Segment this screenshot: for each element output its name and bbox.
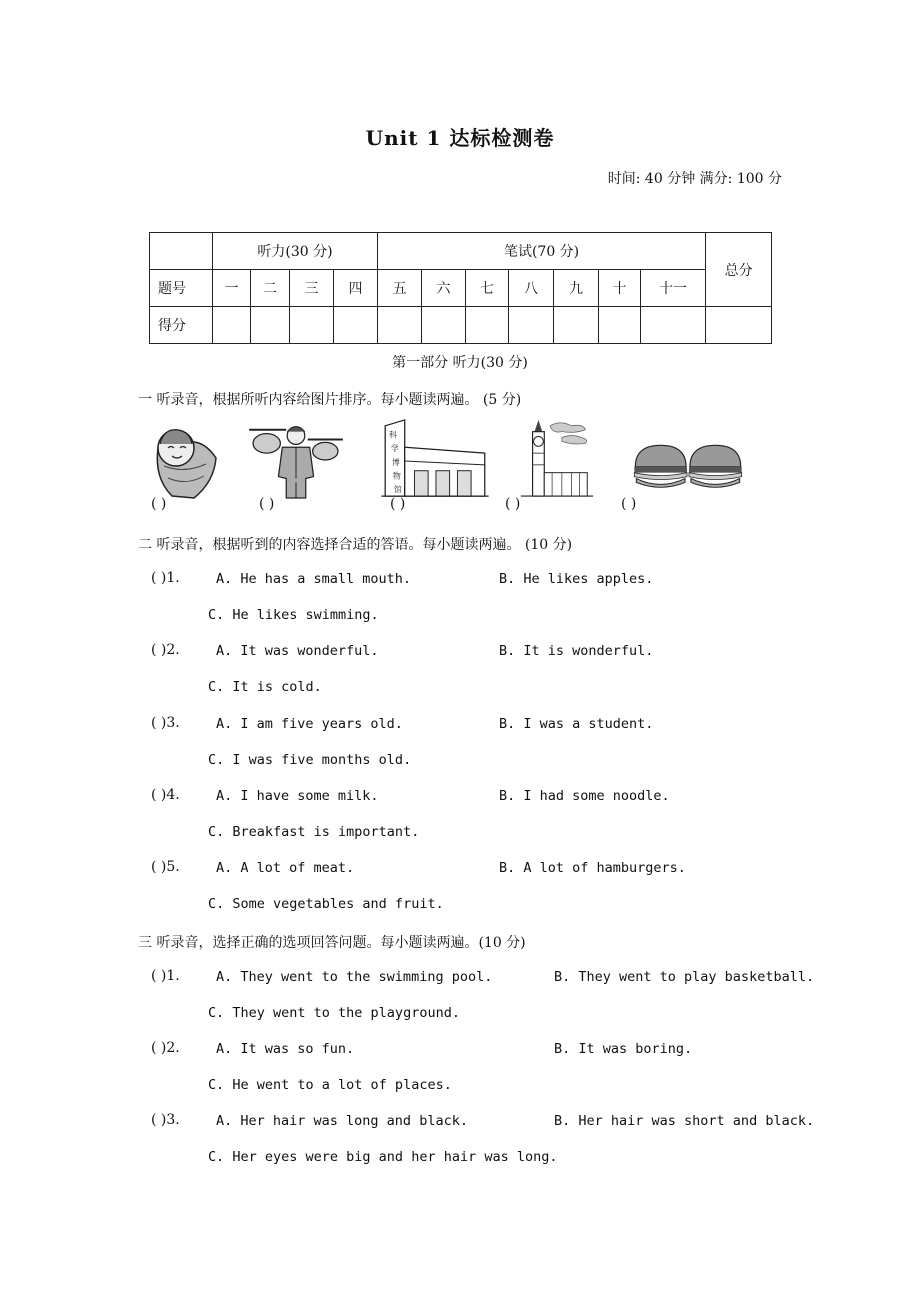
svg-text:物: 物 <box>393 471 401 481</box>
option-a: A. They went to the swimming pool. <box>216 969 493 985</box>
option-c: C. Breakfast is important. <box>208 824 420 840</box>
option-a: A. It was wonderful. <box>216 643 379 659</box>
hamburgers-icon <box>630 418 746 500</box>
column-number: 九 <box>554 270 599 307</box>
writing-header: 笔试(70 分) <box>378 233 706 270</box>
option-c: C. He likes swimming. <box>208 607 379 623</box>
question-number: ( )4. <box>151 787 180 803</box>
option-c: C. I was five months old. <box>208 752 412 768</box>
option-a: A. I am five years old. <box>216 716 403 732</box>
question-number: ( )5. <box>151 859 180 875</box>
score-cell[interactable] <box>290 307 334 344</box>
score-cell[interactable] <box>641 307 706 344</box>
section-title: 二 听录音，根据听到的内容选择合适的答语。每小题读两遍。 (10 分) <box>138 537 573 553</box>
score-cell[interactable] <box>422 307 466 344</box>
svg-text:博: 博 <box>392 457 400 467</box>
table-corner <box>150 233 213 270</box>
score-cell[interactable] <box>509 307 554 344</box>
column-number: 三 <box>290 270 334 307</box>
score-table <box>149 232 772 344</box>
big-ben-icon <box>516 418 596 500</box>
exam-meta: 时间: 40 分钟 满分: 100 分 <box>607 171 782 187</box>
score-cell[interactable] <box>554 307 599 344</box>
option-b: B. They went to play basketball. <box>554 969 815 985</box>
column-number: 一 <box>213 270 251 307</box>
score-cell[interactable] <box>334 307 378 344</box>
option-b: B. A lot of hamburgers. <box>499 860 686 876</box>
svg-text:科: 科 <box>389 430 397 440</box>
question-number: ( )2. <box>151 642 180 658</box>
score-cell[interactable] <box>466 307 509 344</box>
part-title: 第一部分 听力(30 分) <box>392 355 528 371</box>
picture-blank[interactable]: ( ) <box>621 496 637 512</box>
option-b: B. It is wonderful. <box>499 643 654 659</box>
svg-text:馆: 馆 <box>393 485 402 495</box>
score-cell[interactable] <box>706 307 772 344</box>
question-number: ( )3. <box>151 715 180 731</box>
question-number: ( )3. <box>151 1112 180 1128</box>
score-cell[interactable] <box>599 307 641 344</box>
option-a: A. A lot of meat. <box>216 860 355 876</box>
picture-blank[interactable]: ( ) <box>505 496 521 512</box>
option-b: B. It was boring. <box>554 1041 693 1057</box>
question-number: ( )1. <box>151 968 180 984</box>
baby-icon <box>144 418 226 500</box>
column-number: 二 <box>251 270 290 307</box>
column-number: 十 <box>599 270 641 307</box>
option-c: C. Some vegetables and fruit. <box>208 896 444 912</box>
total-header: 总分 <box>706 233 772 307</box>
option-b: B. I was a student. <box>499 716 654 732</box>
museum-icon <box>378 418 490 500</box>
option-b: B. He likes apples. <box>499 571 654 587</box>
row-label-score: 得分 <box>150 307 213 344</box>
column-number: 五 <box>378 270 422 307</box>
section-title: 三 听录音，选择正确的选项回答问题。每小题读两遍。(10 分) <box>138 935 526 951</box>
option-a: A. Her hair was long and black. <box>216 1113 468 1129</box>
pilot-icon <box>246 418 346 500</box>
option-a: A. I have some milk. <box>216 788 379 804</box>
page-title: Unit 1 达标检测卷 <box>365 126 555 150</box>
option-b: B. Her hair was short and black. <box>554 1113 815 1129</box>
option-c: C. They went to the playground. <box>208 1005 460 1021</box>
column-number: 六 <box>422 270 466 307</box>
score-cell[interactable] <box>213 307 251 344</box>
column-number: 八 <box>509 270 554 307</box>
column-number: 七 <box>466 270 509 307</box>
section-title: 一 听录音，根据所听内容给图片排序。每小题读两遍。 (5 分) <box>138 392 522 408</box>
row-label-number: 题号 <box>150 270 213 307</box>
picture-blank[interactable]: ( ) <box>390 496 406 512</box>
score-cell[interactable] <box>251 307 290 344</box>
question-number: ( )1. <box>151 570 180 586</box>
column-number: 四 <box>334 270 378 307</box>
option-a: A. He has a small mouth. <box>216 571 412 587</box>
score-cell[interactable] <box>378 307 422 344</box>
option-b: B. I had some noodle. <box>499 788 670 804</box>
option-c: C. It is cold. <box>208 679 322 695</box>
option-a: A. It was so fun. <box>216 1041 355 1057</box>
option-c: C. Her eyes were big and her hair was long. <box>208 1149 558 1165</box>
picture-blank[interactable]: ( ) <box>259 496 275 512</box>
option-c: C. He went to a lot of places. <box>208 1077 452 1093</box>
svg-text:学: 学 <box>391 444 399 454</box>
question-number: ( )2. <box>151 1040 180 1056</box>
picture-blank[interactable]: ( ) <box>151 496 167 512</box>
column-number: 十一 <box>641 270 706 307</box>
listening-header: 听力(30 分) <box>213 233 378 270</box>
